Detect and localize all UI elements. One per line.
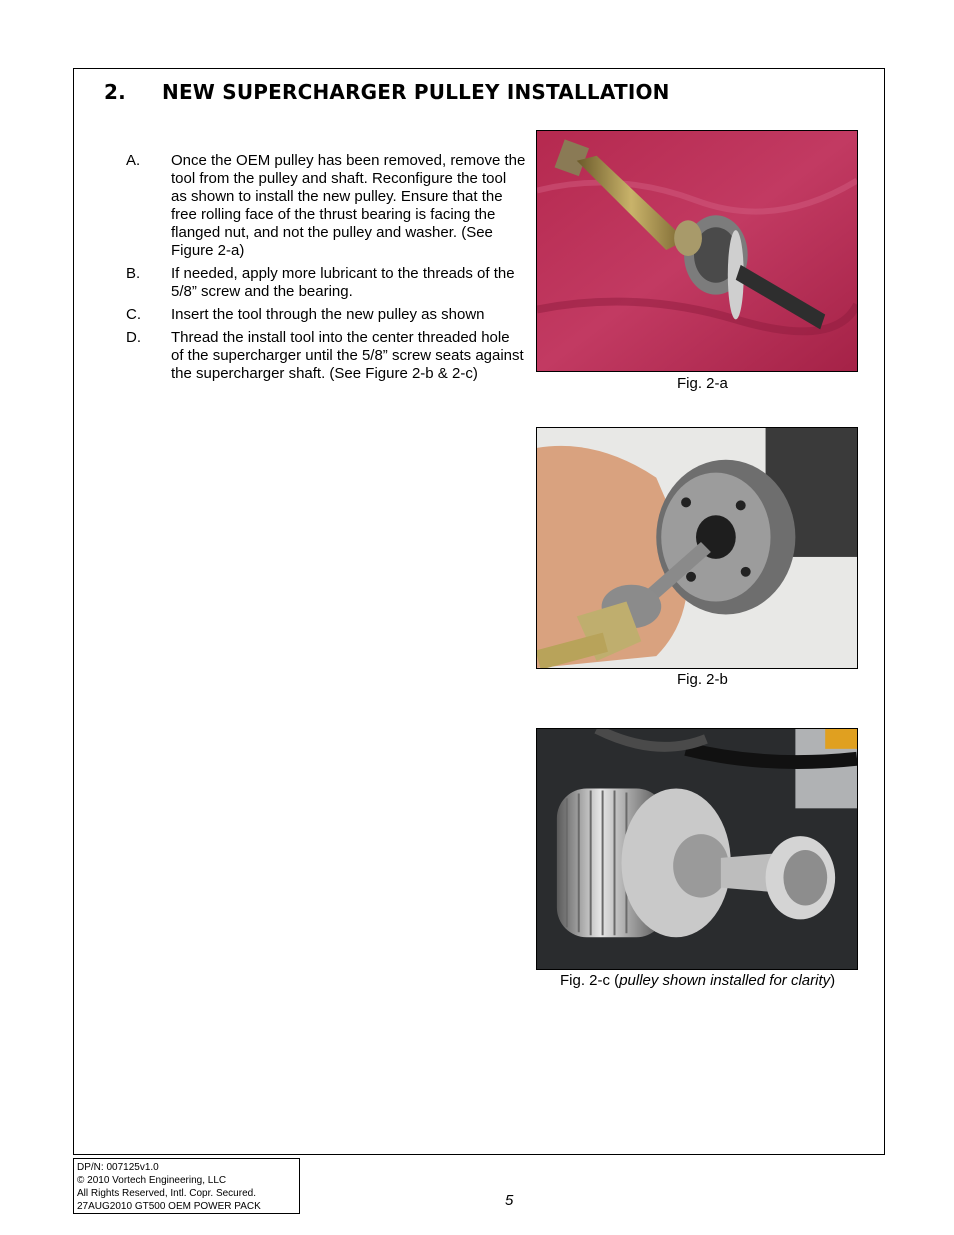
list-item bbox=[126, 329, 526, 383]
figure-2c-caption bbox=[560, 972, 835, 989]
footer-part-number: DP/N: 007125v1.0 bbox=[77, 1162, 159, 1173]
step-letter: C. bbox=[126, 306, 141, 323]
figure-2c-caption-italic: pulley shown installed for clarity bbox=[619, 972, 831, 989]
figure-2a-caption: Fig. 2-a bbox=[677, 375, 728, 392]
section-heading bbox=[104, 80, 670, 104]
step-letter: B. bbox=[126, 265, 141, 282]
section-number: 2. bbox=[104, 80, 126, 104]
instruction-list bbox=[126, 152, 526, 388]
figure-2b-caption: Fig. 2-b bbox=[677, 671, 728, 688]
list-item bbox=[126, 306, 526, 324]
figure-2c-caption-suffix: ) bbox=[830, 972, 836, 989]
footer-copyright: © 2010 Vortech Engineering, LLC bbox=[77, 1175, 227, 1186]
step-letter: D. bbox=[126, 329, 141, 346]
figure-2c-caption-prefix: Fig. 2-c ( bbox=[560, 972, 620, 989]
footer-doc-id: 27AUG2010 GT500 OEM POWER PACK bbox=[77, 1201, 261, 1212]
section-title: NEW SUPERCHARGER PULLEY INSTALLATION bbox=[162, 80, 670, 104]
step-text: Insert the tool through the new pulley as shown bbox=[171, 306, 485, 323]
figure-2a-photo bbox=[536, 130, 858, 372]
list-item bbox=[126, 265, 526, 301]
figure-2c-photo bbox=[536, 728, 858, 970]
figure-2b-photo bbox=[536, 427, 858, 669]
step-text: Thread the install tool into the center threaded hole of the supercharger until the 5/8” screw seats against the supercharger shaft. (See Figure 2-b & 2-c) bbox=[171, 329, 524, 382]
document-footer bbox=[73, 1158, 300, 1214]
footer-rights: All Rights Reserved, Intl. Copr. Secured. bbox=[77, 1188, 256, 1199]
step-letter: A. bbox=[126, 152, 141, 169]
step-text: If needed, apply more lubricant to the threads of the 5/8” screw and the bearing. bbox=[171, 265, 515, 300]
page-number: 5 bbox=[505, 1192, 514, 1209]
step-text: Once the OEM pulley has been removed, remove the tool from the pulley and shaft. Reconfigure the tool as shown to install the new pulley. Ensure that the free rolling face of the thrust bearing is facing the flanged nut, and not the pulley and washer. (See Figure 2-a) bbox=[171, 152, 526, 259]
list-item bbox=[126, 152, 526, 260]
